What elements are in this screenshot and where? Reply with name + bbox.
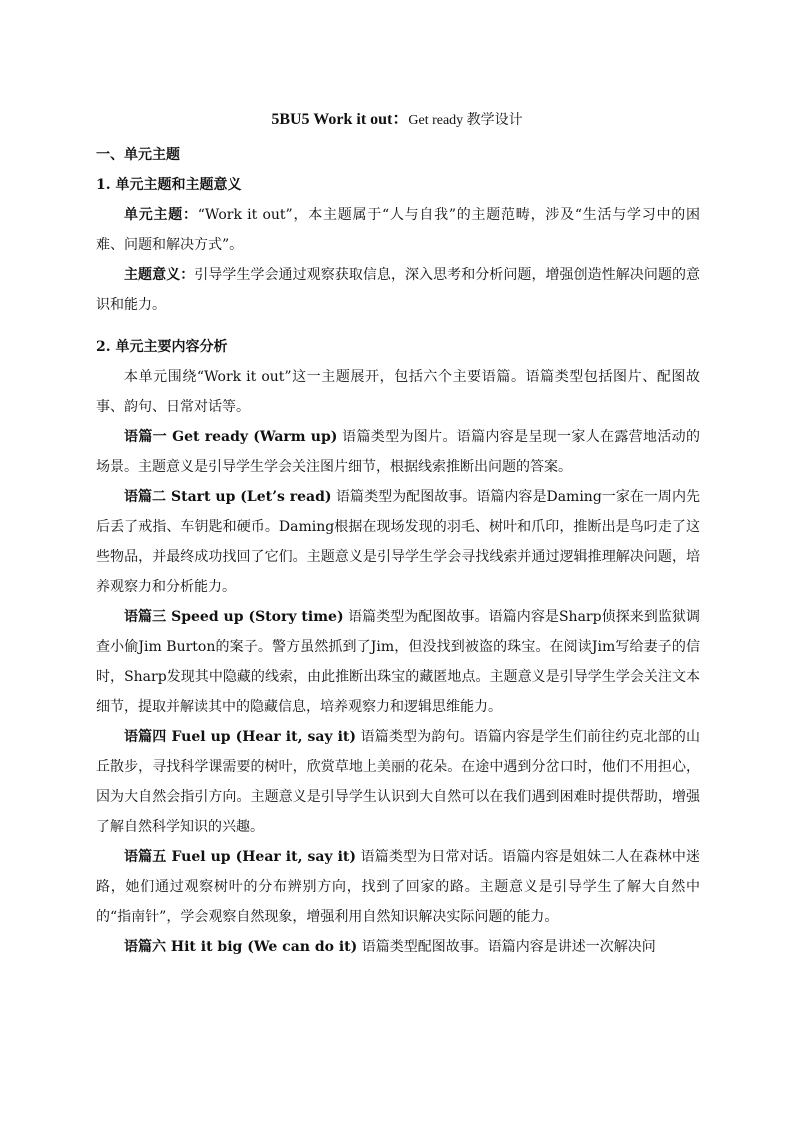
label-unit-theme: 单元主题： [124,207,198,223]
text-passage-5: 语篇类型为日常对话。语篇内容是姐妹二人在森林中迷路，她们通过观察树叶的分布辨别方向，找到了回家的路。主题意义是引导学生了解大自然中的“指南针”，学会观察自然现象，增强利用自然知识解决实际问题的能力。 [96,849,701,925]
paragraph-passage-4 [96,722,700,842]
label-passage-5: 语篇五 Fuel up (Hear it, say it) [124,849,357,865]
paragraph-passage-1 [96,422,700,482]
subheading-theme-meaning: 1. 单元主题和主题意义 [96,177,242,193]
subheading-content-analysis: 2. 单元主要内容分析 [96,339,228,355]
section-heading-unit-theme: 一、单元主题 [96,147,180,163]
label-passage-6: 语篇六 Hit it big (We can do it) [124,939,358,955]
paragraph-passage-3 [96,602,700,722]
label-passage-3: 语篇三 Speed up (Story time) [124,609,344,625]
section-gap [96,320,700,332]
paragraph-passage-2 [96,482,700,602]
text-passage-1: 语篇类型为图片。语篇内容是呈现一家人在露营地活动的场景。主题意义是引导学生学会关注图片细节，根据线索推断出问题的答案。 [96,429,700,475]
paragraph-intro: 本单元围绕“Work it out”这一主题展开，包括六个主要语篇。语篇类型包括图片、配图故事、韵句、日常对话等。 [96,369,700,415]
text-unit-theme: “Work it out”，本主题属于“人与自我”的主题范畴，涉及“生活与学习中的困难、问题和解决方式”。 [96,207,701,253]
label-passage-2: 语篇二 Start up (Let’s read) [124,489,332,505]
paragraph-unit-theme [96,200,700,260]
text-passage-3: 语篇类型为配图故事。语篇内容是Sharp侦探来到监狱调查小偷Jim Burton的案子。警方虽然抓到了Jim，但没找到被盗的珠宝。在阅读Jim写给妻子的信时，Sharp发现其中隐藏的线索，由此推断出珠宝的藏匿地点。主题意义是引导学生学会关注文本细节，提取并解读其中的隐藏信息，培养观察力和逻辑思维能力。 [96,609,700,715]
label-passage-4: 语篇四 Fuel up (Hear it, say it) [124,729,357,745]
paragraph-passage-6 [96,932,700,962]
title-main: 5BU5 Work it out： [271,111,409,128]
label-passage-1: 语篇一 Get ready (Warm up) [124,429,338,445]
text-passage-2: 语篇类型为配图故事。语篇内容是Daming一家在一周内先后丢了戒指、车钥匙和硬币。Daming根据在现场发现的羽毛、树叶和爪印，推断出是鸟叼走了这些物品，并最终成功找回了它们。主题意义是引导学生学会寻找线索并通过逻辑推理解决问题，培养观察力和分析能力。 [96,489,700,595]
text-theme-meaning: 引导学生学会通过观察获取信息，深入思考和分析问题，增强创造性解决问题的意识和能力。 [96,267,700,313]
paragraph-theme-meaning [96,260,700,320]
paragraph-passage-5 [96,842,700,932]
document-body [96,140,700,962]
title-sub: Get ready 教学设计 [408,113,523,128]
document-title [0,106,794,129]
label-theme-meaning: 主题意义： [124,267,195,283]
text-passage-6: 语篇类型配图故事。语篇内容是讲述一次解决问 [357,939,656,955]
text-passage-4: 语篇类型为韵句。语篇内容是学生们前往约克北部的山丘散步，寻找科学课需要的树叶，欣赏草地上美丽的花朵。在途中遇到分岔口时，他们不用担心，因为大自然会指引方向。主题意义是引导学生认识到大自然可以在我们遇到困难时提供帮助，增强了解自然科学知识的兴趣。 [96,729,701,835]
